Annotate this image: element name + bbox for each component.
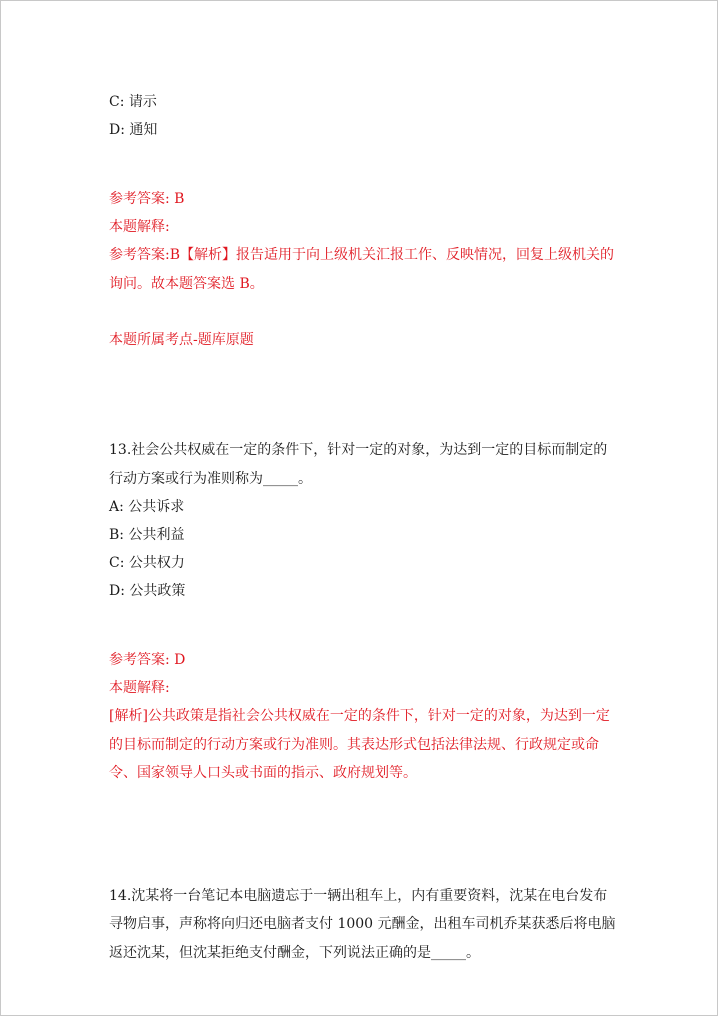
explanation-label: 本题解释: — [109, 219, 170, 235]
question-13: 13.社会公共权威在一定的条件下，针对一定的对象，为达到一定的目标而制定的行动方案或行为准则称为_____。 — [109, 442, 608, 487]
answer-label: 参考答案: D — [109, 652, 186, 668]
option-d: D: 公共政策 — [109, 583, 186, 599]
option-c: C: 公共权力 — [109, 555, 185, 571]
source-note: 本题所属考点-题库原题 — [109, 332, 254, 348]
question-14: 14.沈某将一台笔记本电脑遗忘于一辆出租车上，内有重要资料，沈某在电台发布寻物启事，声称将向归还电脑者支付 1000 元酬金，出租车司机乔某获悉后将电脑返还沈某，但沈某拒绝支付酬金，下列说法正确的是_____。 — [109, 887, 616, 961]
explanation-text: [解析]公共政策是指社会公共权威在一定的条件下，针对一定的对象，为达到一定的目标而制定的行动方案或行为准则。其表达形式包括法律法规、行政规定或命令、国家领导人口头或书面的指示、政府规划等。 — [109, 708, 610, 781]
option-d: D: 通知 — [109, 122, 158, 138]
option-a: A: 公共诉求 — [109, 499, 185, 515]
option-b: B: 公共利益 — [109, 527, 185, 543]
option-c: C: 请示 — [109, 94, 157, 110]
explanation-text: 参考答案:B【解析】报告适用于向上级机关汇报工作、反映情况，回复上级机关的询问。故本题答案选 B。 — [109, 247, 615, 292]
document-content — [109, 88, 621, 967]
explanation-label: 本题解释: — [109, 680, 170, 696]
answer-label: 参考答案: B — [109, 191, 185, 207]
